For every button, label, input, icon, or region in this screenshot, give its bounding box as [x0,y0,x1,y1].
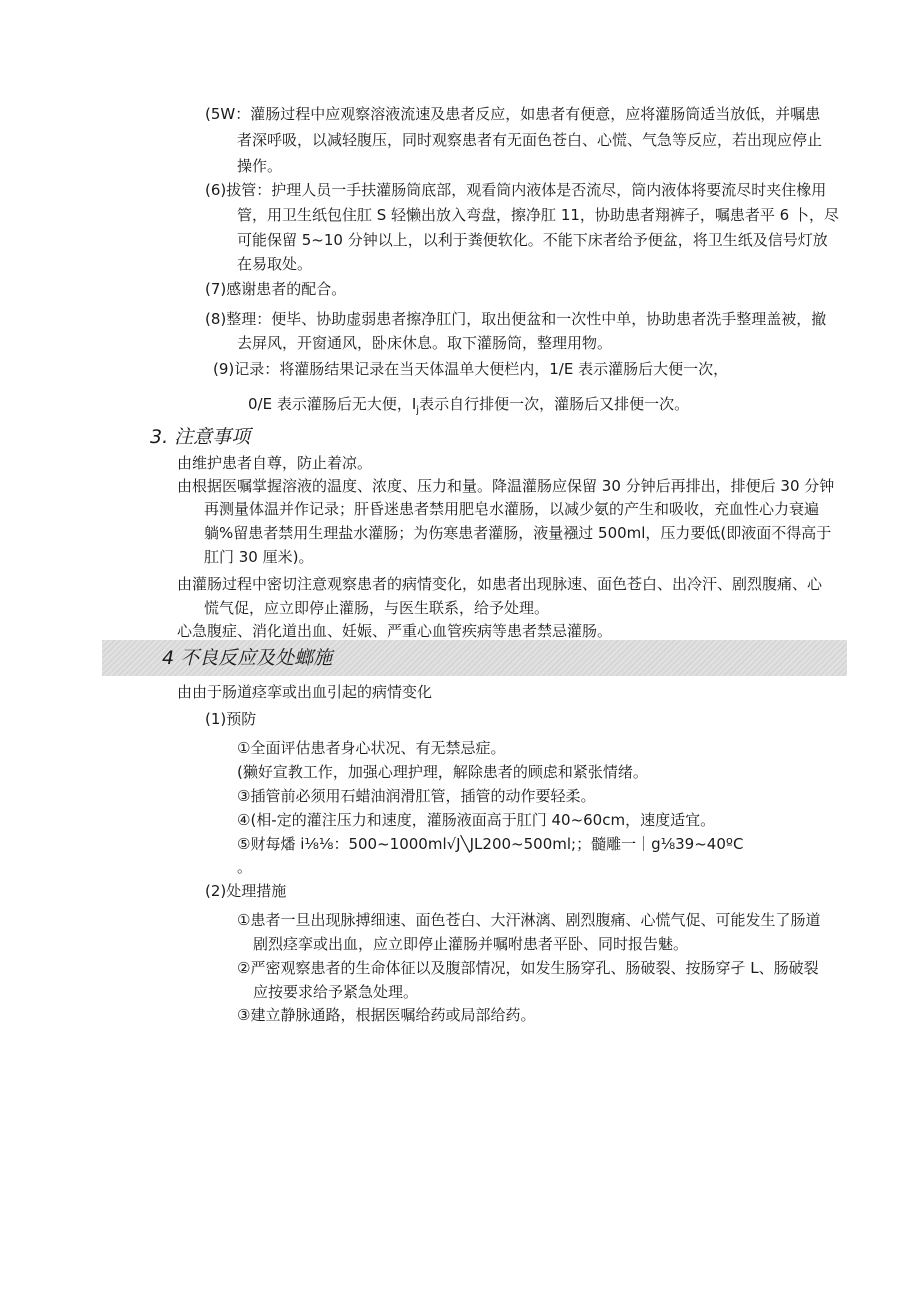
step-5-line-1: (5W：灌肠过程中应观察溶液流速及患者反应，如患者有便意，应将灌肠筒适当放低，并嘱患 [205,105,821,123]
section-3-line-3: 再测量体温并作记录；肝昏迷患者禁用肥皂水灌肠，以减少氨的产生和吸收，充血性心力衰遍 [204,500,820,518]
step-5-line-2: 者深呼吸，以减轻腹压，同时观察患者有无面色苍白、心慌、气急等反应，若出现应停止 [237,131,823,149]
step-5-line-3: 操作。 [237,157,283,175]
treatment-item-2-line-2: 应按要求给予紧急处理。 [253,983,419,1001]
section-4-intro: 由由于肠道痉挛或出血引起的病情变化 [177,683,433,701]
section-3-line-5: 肛门 30 厘米)。 [204,548,314,566]
section-3-line-8: 心急腹症、消化道出血、妊娠、严重心血管疾病等患者禁忌灌肠。 [177,622,613,640]
treatment-item-1-line-1: ①患者一旦出现脉搏细速、面色苍白、大汗淋漓、剧烈腹痛、心慌气促、可能发生了肠道 [237,911,821,929]
section-3-heading: 3. 注意事项 [150,426,251,448]
treatment-item-1-line-2: 剧烈痉挛或出血，应立即停止灌肠并嘱咐患者平卧、同时报告魅。 [253,935,689,953]
prevention-heading: (1)预防 [205,710,257,728]
step-9-line-2-a: 0/E 表示灌肠后无大便，I [248,395,417,413]
step-9-line-2-b: 表示自行排便一次，灌肠后又排便一次。 [419,395,690,413]
step-8-line-1: (8)整理：便毕、协助虚弱患者擦净肛门，取出便盆和一次性中单，协助患者洗手整理盖被，撤 [205,310,827,328]
prevention-item-2: (獭好宣教工作，加强心理护理，解除患者的顾虑和紧张情绪。 [237,763,648,781]
step-7: (7)感谢患者的配合。 [205,280,347,298]
section-4-heading: 4 不良反应及处螂施 [162,647,333,669]
treatment-heading: (2)处理措施 [205,882,287,900]
prevention-item-1: ①全面评估患者身心状况、有无禁忌症。 [237,739,506,757]
step-6-line-4: 在易取处。 [237,255,313,273]
section-3-line-1: 由维护患者自尊，防止着凉。 [177,454,373,472]
prevention-item-3: ③插管前必须用石蜡油润滑肛管，插管的动作要轻柔。 [237,787,596,805]
section-3-line-6: 由灌肠过程中密切注意观察患者的病情变化，如患者出现脉速、面色苍白、出冷汗、剧烈腹痛、心 [177,575,823,593]
step-8-line-2: 去屏风，开窗通风，卧床休息。取下灌肠筒，整理用物。 [237,334,613,352]
step-9-line-1: (9)记录：将灌肠结果记录在当天体温单大便栏内，1/E 表示灌肠后大便一次， [213,360,729,378]
prevention-item-4: ④(相-定的灌注压力和速度，灌肠液面高于肛门 40~60cm，速度适宜。 [237,811,716,829]
step-9-line-2 [248,394,689,421]
step-6-line-3: 可能保留 5~10 分钟以上，以利于粪便软化。不能下床者给予便盆，将卫生纸及信号灯放 [237,231,828,249]
treatment-item-2-line-1: ②严密观察患者的生命体征以及腹部情况，如发生肠穿孔、肠破裂、按肠穿孑 L、肠破裂 [237,959,819,977]
section-3-line-7: 慌气促，应立即停止灌肠，与医生联系，给予处理。 [204,599,550,617]
section-3-line-4: 躺%留患者禁用生理盐水灌肠；为伤寒患者灌肠，液量襁过 500ml，压力要低(即液面不得高于 [204,524,832,542]
treatment-item-3: ③建立静脉通路，根据医嘱给药或局部给药。 [237,1006,536,1024]
prevention-item-5-end: 。 [237,858,253,876]
step-9-subscript: j [416,405,420,416]
step-6-line-1: (6)拔管：护理人员一手扶灌肠筒底部，观看筒内液体是否流尽，筒内液体将要流尽时夹住橡用 [205,181,827,199]
prevention-item-5: ⑤财每燔 i⅛⅛：500~1000ml√J╲JL200~500ml;；髓雕一｜g⅛39~40ºC [237,835,744,853]
section-3-line-2: 由根据医嘱掌握溶液的温度、浓度、压力和量。降温灌肠应保留 30 分钟后再排出，排便后 30 分钟 [177,477,835,495]
step-6-line-2: 管，用卫生纸包住肛 S 轻懒出放入弯盘，擦净肛 11，协助患者翔裤子，嘱患者平 6 卜，尽 [237,206,839,224]
